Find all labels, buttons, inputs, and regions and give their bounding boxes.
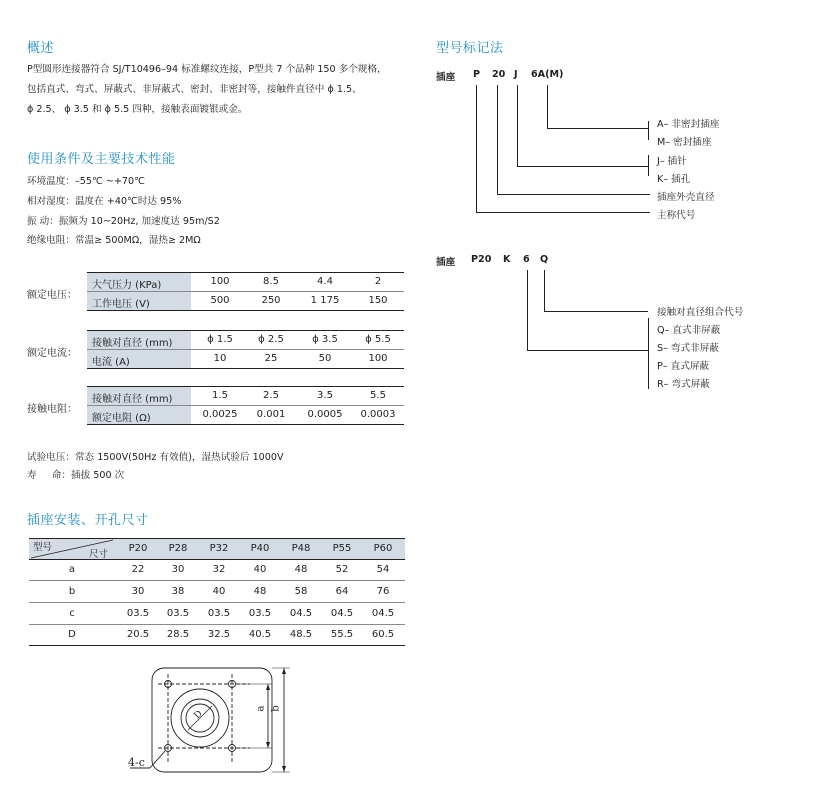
code2-part-q: Q <box>540 254 549 265</box>
spec-cell: 0.001 <box>256 409 286 420</box>
code1-part-6am: 6A(M) <box>531 69 564 80</box>
spec-cell: ϕ 3.5 <box>312 334 338 345</box>
spec-cell: 150 <box>368 295 388 306</box>
spec-cell: 4.4 <box>317 276 333 287</box>
table-cell: 54 <box>376 564 390 575</box>
condition-line-1: 环境温度：–55℃ ~+70℃ <box>27 176 145 187</box>
column-header: P48 <box>291 543 311 554</box>
spec-cell: 8.5 <box>263 276 279 287</box>
overview-title: 概述 <box>27 41 55 56</box>
code1-part-20: 20 <box>492 69 506 80</box>
code2-prefix: 插座 <box>436 257 456 268</box>
column-header: P40 <box>250 543 270 554</box>
conditions-title: 使用条件及主要技术性能 <box>27 152 176 167</box>
table-cell: 76 <box>376 586 390 597</box>
spec-cell: 0.0025 <box>202 409 238 420</box>
table-cell: 55.5 <box>330 629 354 640</box>
code1-part-j: J <box>514 69 518 80</box>
column-header: P32 <box>209 543 229 554</box>
dim-label-d: D <box>192 708 205 722</box>
spec-row-name: 额定电阻 (Ω) <box>92 413 151 424</box>
table-cell: 52 <box>335 564 349 575</box>
code2-legend-r: R– 弯式屏蔽 <box>657 379 710 390</box>
table-cell: 40.5 <box>248 629 272 640</box>
table-cell: 04.5 <box>371 608 395 619</box>
test-voltage-line: 试验电压：常态 1500V(50Hz 有效值)，湿热试验后 1000V <box>27 452 284 463</box>
code2-legend-s: S– 弯式非屏蔽 <box>657 343 719 354</box>
code2-part-k: K <box>503 254 511 265</box>
code2-legend-contact: 接触对直径组合代号 <box>657 307 744 318</box>
code1-legend-a: A– 非密封插座 <box>657 119 720 130</box>
code1-legend-m: M– 密封插座 <box>657 137 712 148</box>
table-cell: 20.5 <box>126 629 150 640</box>
table-cell: 04.5 <box>330 608 354 619</box>
spec-cell: 100 <box>210 276 230 287</box>
spec-cell: 10 <box>213 353 227 364</box>
condition-line-4: 绝缘电阻：常温≥ 500MΩ，湿热≥ 2MΩ <box>27 235 201 246</box>
dim-label-a: a <box>255 705 267 712</box>
code1-legend-j: J– 插针 <box>657 156 687 167</box>
spec-cell: 250 <box>261 295 281 306</box>
table-cell: 03.5 <box>126 608 150 619</box>
row-label: b <box>68 586 76 597</box>
mounting-drawing <box>120 664 300 778</box>
spec-label-voltage: 额定电压： <box>27 290 77 301</box>
corner-label-model: 型号 <box>33 542 53 553</box>
spec-cell: 0.0003 <box>360 409 396 420</box>
spec-row-name: 工作电压 (V) <box>92 299 150 310</box>
row-label: c <box>69 608 75 619</box>
code2-legend-p: P– 直式屏蔽 <box>657 361 710 372</box>
overview-line-1: P型圆形连接器符合 SJ/T10496–94 标准螺纹连接，P型共 7 个品种 150 多个规格， <box>27 64 387 75</box>
table-cell: 32.5 <box>207 629 231 640</box>
table-cell: 03.5 <box>207 608 231 619</box>
spec-cell: 100 <box>368 353 388 364</box>
table-cell: 48 <box>294 564 308 575</box>
code2-legend-q: Q– 直式非屏蔽 <box>657 325 721 336</box>
code1-part-p: P <box>473 69 481 80</box>
table-cell: 64 <box>335 586 349 597</box>
table-cell: 03.5 <box>248 608 272 619</box>
table-cell: 28.5 <box>166 629 190 640</box>
model-title: 型号标记法 <box>436 41 504 56</box>
spec-label-resistance: 接触电阻： <box>27 404 77 415</box>
table-cell: 04.5 <box>289 608 313 619</box>
spec-cell: 1 175 <box>310 295 340 306</box>
table-cell: 30 <box>171 564 185 575</box>
spec-row-name: 大气压力 (KPa) <box>92 280 162 291</box>
spec-cell: 0.0005 <box>307 409 343 420</box>
table-cell: 38 <box>171 586 185 597</box>
spec-cell: 500 <box>210 295 230 306</box>
spec-label-current: 额定电流： <box>27 348 77 359</box>
overview-line-3: ϕ 2.5、 ϕ 3.5 和 ϕ 5.5 四种，接触表面镀银或金。 <box>27 104 248 115</box>
life-line: 寿 命：插拔 500 次 <box>27 470 125 481</box>
condition-line-2: 相对湿度：温度在 +40℃时达 95% <box>27 196 182 207</box>
spec-cell: 25 <box>264 353 278 364</box>
spec-row-name: 接触对直径 (mm) <box>92 394 173 405</box>
dim-label-4c: 4-c <box>128 756 145 769</box>
dim-label-b: b <box>270 705 282 712</box>
spec-cell: ϕ 2.5 <box>258 334 284 345</box>
column-header: P28 <box>168 543 188 554</box>
spec-row-name: 接触对直径 (mm) <box>92 338 173 349</box>
spec-cell: 3.5 <box>317 390 333 401</box>
table-cell: 32 <box>212 564 226 575</box>
overview-line-2: 包括直式、弯式、屏蔽式、非屏蔽式、密封、非密封等，接触件直径中 ϕ 1.5、 <box>27 84 362 95</box>
condition-line-3: 振 动：振频为 10~20Hz, 加速度达 95m/S2 <box>27 216 220 227</box>
table-cell: 03.5 <box>166 608 190 619</box>
spec-cell: 2.5 <box>263 390 279 401</box>
code2-part-p20: P20 <box>471 254 492 265</box>
code2-part-6: 6 <box>523 254 530 265</box>
table-cell: 40 <box>253 564 267 575</box>
column-header: P55 <box>332 543 352 554</box>
row-label: D <box>68 629 76 640</box>
spec-row-name: 电流 (A) <box>92 357 130 368</box>
spec-cell: 5.5 <box>370 390 386 401</box>
code1-prefix: 插座 <box>436 72 456 83</box>
spec-cell: 2 <box>374 276 382 287</box>
spec-cell: ϕ 5.5 <box>365 334 391 345</box>
table-cell: 30 <box>131 586 145 597</box>
table-cell: 40 <box>212 586 226 597</box>
column-header: P60 <box>373 543 393 554</box>
code1-legend-diameter: 插座外壳直径 <box>657 192 715 203</box>
row-label: a <box>68 564 76 575</box>
spec-cell: ϕ 1.5 <box>207 334 233 345</box>
spec-cell: 1.5 <box>212 390 228 401</box>
code1-legend-code: 主称代号 <box>657 210 696 221</box>
code1-legend-k: K– 插孔 <box>657 174 691 185</box>
table-cell: 22 <box>131 564 145 575</box>
spec-cell: 50 <box>318 353 332 364</box>
install-title: 插座安装、开孔尺寸 <box>27 513 149 528</box>
table-cell: 48.5 <box>289 629 313 640</box>
table-cell: 60.5 <box>371 629 395 640</box>
column-header: P20 <box>128 543 148 554</box>
corner-label-size: 尺寸 <box>89 549 109 560</box>
table-cell: 58 <box>294 586 308 597</box>
table-cell: 48 <box>253 586 267 597</box>
